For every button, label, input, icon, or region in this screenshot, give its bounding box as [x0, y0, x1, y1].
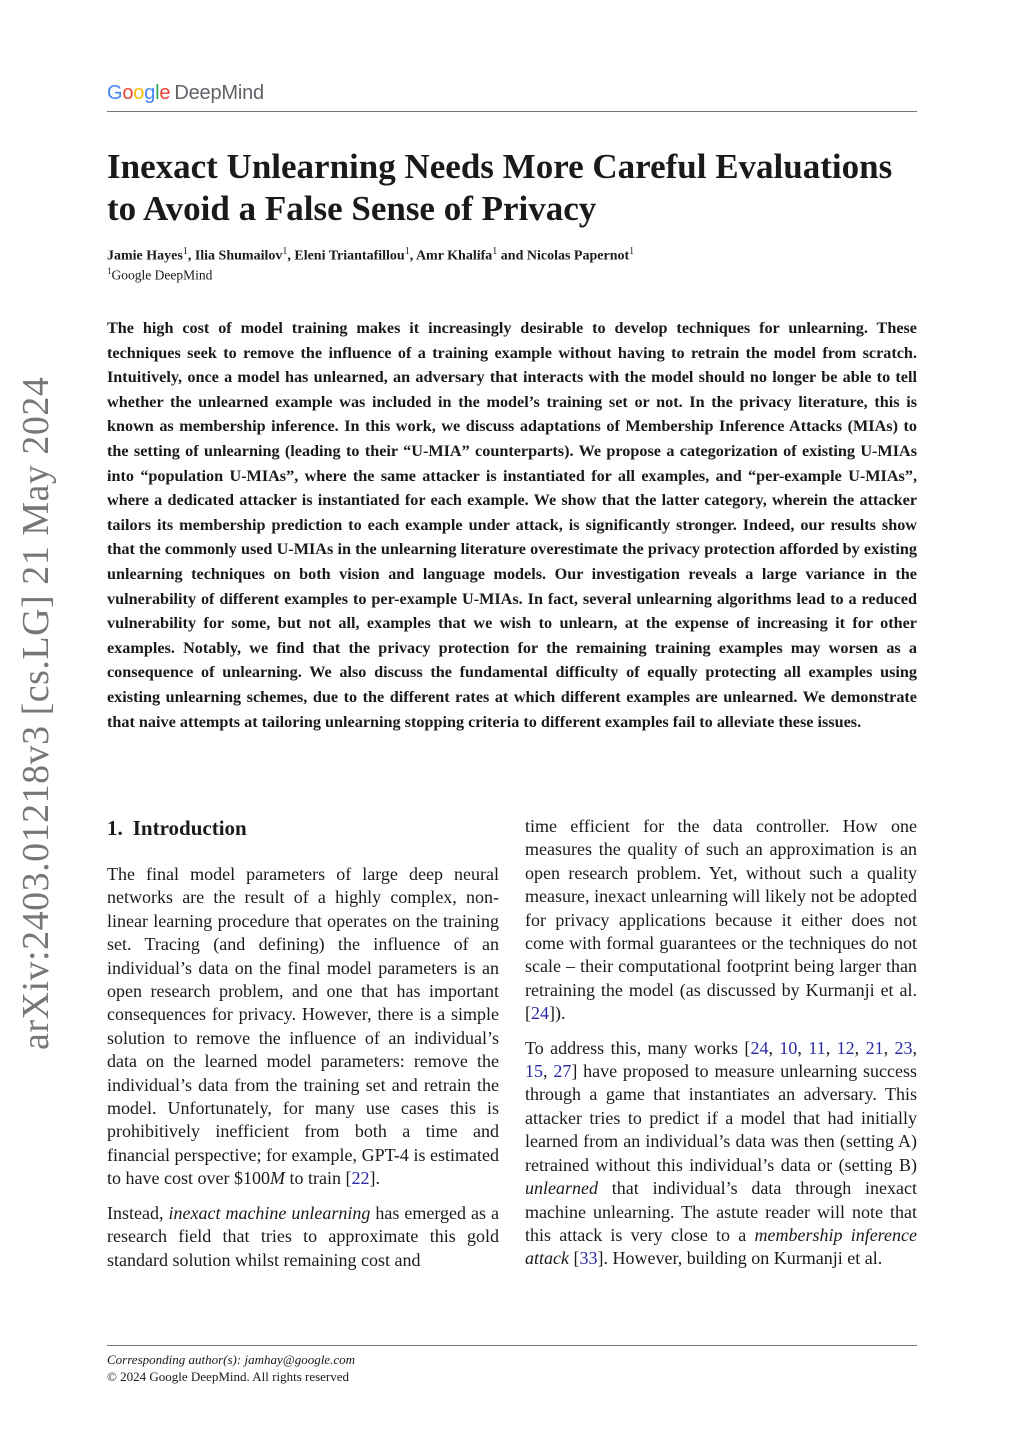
citation-link[interactable]: 21 — [865, 1037, 884, 1058]
author-separator: and — [497, 248, 527, 264]
paragraph-text: The final model parameters of large deep neural networks are the result of a highly complex, non-linear learning procedure that operates on the training set. Tracing (and defining) the influence of an individual’s data on the final model parameters is an open research problem, and one that has important consequences for privacy. However, there is a simple solution to remove the influence of an individual’s data on the learned model parameters: remove the individual’s data from the training set and retrain the model. Unfortunately, for many use cases this is prohibitively inefficient from both a time and financial perspective; for example, GPT-4 is estimated to have cost over $100 — [107, 864, 499, 1189]
author-separator: , — [287, 248, 295, 264]
author-affiliation-mark: 1 — [629, 246, 635, 257]
author-name: Amr Khalifa — [415, 248, 493, 264]
paragraph-text: ] have proposed to measure unlearning success through a game that instantiates an adversary. This attacker tries to predict if a model that had initially learned from an individual’s data was then (setting A) retrained without this individual’s data or (setting B) — [525, 1061, 918, 1175]
intro-paragraph-1 — [107, 863, 499, 1191]
citation-link[interactable]: 12 — [836, 1037, 855, 1058]
author-name: Ilia Shumailov — [194, 248, 283, 264]
italic-text: inexact machine unlearning — [168, 1202, 371, 1223]
citation-link[interactable]: 11 — [808, 1037, 826, 1058]
paragraph-text: To address this, many works [ — [525, 1037, 751, 1058]
author-separator: , — [409, 248, 416, 264]
citation-link[interactable]: 22 — [351, 1168, 370, 1189]
citation-link[interactable]: 24 — [531, 1003, 549, 1024]
footer — [107, 1351, 355, 1385]
arxiv-side-stamp: arXiv:2403.01218v3 [cs.LG] 21 May 2024 — [15, 376, 57, 1050]
paragraph-text: that individual’s data through inexact machine unlearning. The astute reader will note that this attack is very close to a — [525, 1178, 917, 1245]
author-name: Nicolas Papernot — [526, 248, 630, 264]
section-heading — [107, 815, 499, 841]
author-affiliation-mark: 1 — [492, 246, 498, 257]
intro-paragraph-2 — [107, 1202, 499, 1272]
paragraph-text: ]. — [369, 1168, 380, 1189]
citation-link[interactable]: 15 — [525, 1061, 543, 1082]
author-affiliation-mark: 1 — [404, 246, 410, 257]
author-name: Jamie Hayes — [107, 248, 183, 264]
google-deepmind-logo — [107, 82, 264, 105]
logo-letter: l — [155, 82, 160, 104]
italic-text: membership inference attack — [525, 1224, 917, 1269]
author-list — [107, 243, 927, 266]
affiliation-name: Google DeepMind — [111, 267, 213, 283]
paragraph-text: to train [ — [284, 1168, 352, 1189]
citation-link[interactable]: 33 — [579, 1248, 598, 1269]
logo-letter: o — [122, 82, 134, 104]
paragraph-text: ]. However, building on Kurmanji et al. — [597, 1248, 883, 1269]
paragraph-text: time efficient for the data controller. How one measures the quality of such an approximation is an open research problem. Yet, without such a quality measure, inexact unlearning will likely not be adopted for privacy applications because it either does not come with formal guarantees or the techniques do not scale – their computational footprint being larger than retraining the model (as discussed by Kurmanji et al. [ — [525, 816, 917, 1024]
italic-text: M — [269, 1168, 285, 1189]
citation-link[interactable]: 24 — [750, 1037, 769, 1058]
citation-link[interactable]: 23 — [894, 1037, 913, 1058]
citation-link[interactable]: 27 — [553, 1061, 572, 1082]
logo-letter: G — [107, 82, 123, 104]
copyright-notice: © 2024 Google DeepMind. All rights reserved — [107, 1369, 350, 1384]
author-name: Eleni Triantafillou — [294, 248, 405, 264]
intro-paragraph-4: To address this, many works [24, 10, 11, 12, 21, 23, 15, 27] have proposed to measure unlearning success through a game that instantiates an adversary. This attacker tries to predict if a model that had initially learned from an individual’s data was then (setting A) retrained without this individual’s data or (setting B) unlearned that individual’s data through inexact machine unlearning. The astute reader will note that this attack is very close to a membership inference attack [33]. However, building on Kurmanji et al. — [525, 1037, 918, 1269]
paragraph-text: Instead, — [107, 1202, 169, 1223]
paragraph-text: ]). — [549, 1003, 566, 1024]
affiliation-mark: 1 — [107, 266, 112, 276]
logo-letter: e — [159, 82, 171, 104]
author-affiliation-mark: 1 — [182, 246, 188, 257]
author-affiliation-mark: 1 — [282, 246, 288, 257]
left-column — [107, 815, 499, 1283]
author-separator: , — [187, 248, 195, 264]
italic-text: unlearned — [525, 1178, 598, 1199]
logo-letter: o — [133, 82, 145, 104]
footer-divider — [107, 1345, 917, 1346]
paragraph-text: [ — [568, 1248, 580, 1269]
citation-link[interactable]: 10 — [779, 1037, 798, 1058]
intro-paragraph-3 — [525, 815, 917, 1026]
right-column — [525, 815, 917, 1282]
section-number: 1. — [107, 816, 123, 840]
logo-letter: g — [144, 82, 156, 104]
section-title: Introduction — [132, 816, 247, 840]
header-divider — [107, 111, 917, 112]
paragraph-text: has emerged as a research field that tries to approximate this gold standard solution whilst remaining cost and — [107, 1202, 500, 1270]
affiliation — [107, 266, 212, 284]
logo-deepmind-text: DeepMind — [174, 82, 264, 104]
paper-title: Inexact Unlearning Needs More Careful Evaluations to Avoid a False Sense of Privacy — [107, 147, 893, 228]
corresponding-author: Corresponding author(s): jamhay@google.com — [107, 1352, 355, 1367]
abstract: The high cost of model training makes it increasingly desirable to develop techniques for unlearning. These techniques seek to remove the influence of a training example without having to retrain the model from scratch. Intuitively, once a model has unlearned, an adversary that interacts with the model should no longer be able to tell whether the unlearned example was included in the model’s training set or not. In the privacy literature, this is known as membership inference. In this work, we discuss adaptations of Membership Inference Attacks (MIAs) to the setting of unlearning (leading to their “U-MIA” counterparts). We propose a categorization of existing U-MIAs into “population U-MIAs”, where the same attacker is instantiated for all examples, and “per-example U-MIAs”, where a dedicated attacker is instantiated for each example. We show that the latter category, wherein the attacker tailors its membership prediction to each example under attack, is significantly stronger. Indeed, our results show that the commonly used U-MIAs in the unlearning literature overestimate the privacy protection afforded by existing unlearning techniques on both vision and language models. Our investigation reveals a large variance in the vulnerability of different examples to per-example U-MIAs. In fact, several unlearning algorithms lead to a reduced vulnerability for some, but not all, examples that we wish to unlearn, at the expense of increasing it for other examples. Notably, we find that the privacy protection for the remaining training examples may worsen as a consequence of unlearning. We also discuss the fundamental difficulty of equally protecting all examples using existing unlearning schemes, due to the different rates at which different examples are unlearned. We demonstrate that naive attempts at tailoring unlearning stopping criteria to different examples fail to alleviate these issues. — [107, 319, 917, 731]
